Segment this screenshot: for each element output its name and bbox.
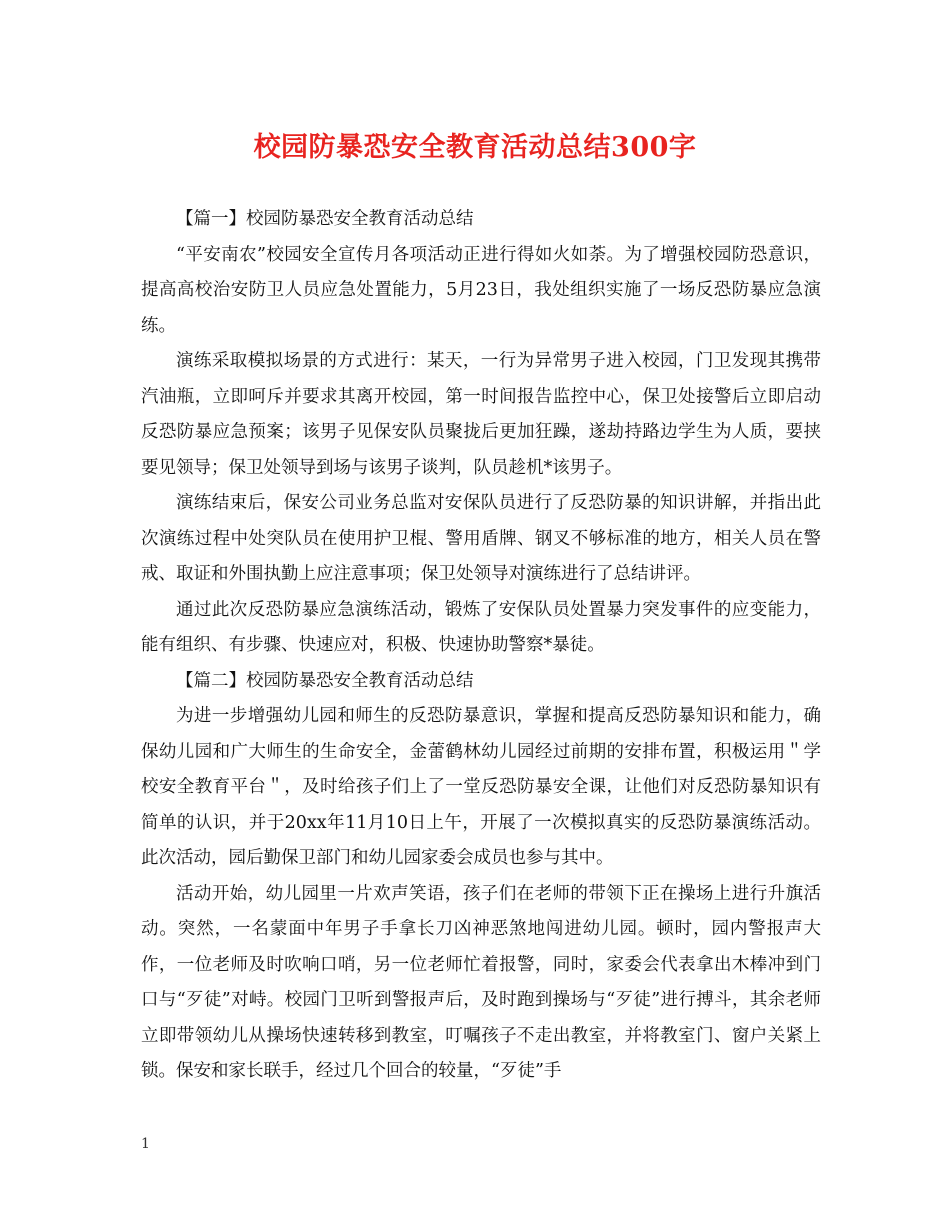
section-heading-1: 【篇一】校园防暴恐安全教育活动总结 xyxy=(176,209,474,229)
paragraph: 通过此次反恐防暴应急演练活动，锻炼了安保队员处置暴力突发事件的应变能力，能有组织、有步骤、快速应对，积极、快速协助警察*暴徒。 xyxy=(141,599,821,655)
document-title: 校园防暴恐安全教育活动总结300字 xyxy=(253,132,697,163)
paragraph: 为进一步增强幼儿园和师生的反恐防暴意识，掌握和提高反恐防暴知识和能力，确保幼儿园和广大师生的生命安全，金蕾鹤林幼儿园经过前期的安排布置，积极运用＂学校安全教育平台＂，及时给孩子们上了一堂反恐防暴安全课，让他们对反恐防暴知识有简单的认识，并于20xx年11月10日上午，开展了一次模拟真实的反恐防暴演练活动。此次活动，园后勤保卫部门和幼儿园家委会成员也参与其中。 xyxy=(141,706,821,868)
page-number: 1 xyxy=(141,1136,150,1152)
document-body xyxy=(141,202,821,1090)
paragraph: “平安南农”校园安全宣传月各项活动正进行得如火如荼。为了增强校园防恐意识，提高高校治安防卫人员应急处置能力，5月23日，我处组织实施了一场反恐防暴应急演练。 xyxy=(141,244,821,336)
paragraph: 演练采取模拟场景的方式进行：某天，一行为异常男子进入校园，门卫发现其携带汽油瓶，立即呵斥并要求其离开校园，第一时间报告监控中心，保卫处接警后立即启动反恐防暴应急预案；该男子见保安队员聚拢后更加狂躁，遂劫持路边学生为人质，要挟要见领导；保卫处领导到场与该男子谈判，队员趁机*该男子。 xyxy=(141,351,821,478)
paragraph: 演练结束后，保安公司业务总监对安保队员进行了反恐防暴的知识讲解，并指出此次演练过程中处突队员在使用护卫棍、警用盾牌、钢叉不够标准的地方，相关人员在警戒、取证和外围执勤上应注意事项；保卫处领导对演练进行了总结讲评。 xyxy=(141,493,821,584)
section-heading-2: 【篇二】校园防暴恐安全教育活动总结 xyxy=(176,670,474,691)
paragraph: 活动开始，幼儿园里一片欢声笑语，孩子们在老师的带领下正在操场上进行升旗活动。突然，一名蒙面中年男子手拿长刀凶神恶煞地闯进幼儿园。顿时，园内警报声大作，一位老师及时吹响口哨，另一位老师忙着报警，同时，家委会代表拿出木棒冲到门口与“歹徒”对峙。校园门卫听到警报声后，及时跑到操场与“歹徒”进行搏斗，其余老师立即带领幼儿从操场快速转移到教室，叮嘱孩子不走出教室，并将教室门、窗户关紧上锁。保安和家长联手，经过几个回合的较量，“歹徒”手 xyxy=(141,883,821,1081)
